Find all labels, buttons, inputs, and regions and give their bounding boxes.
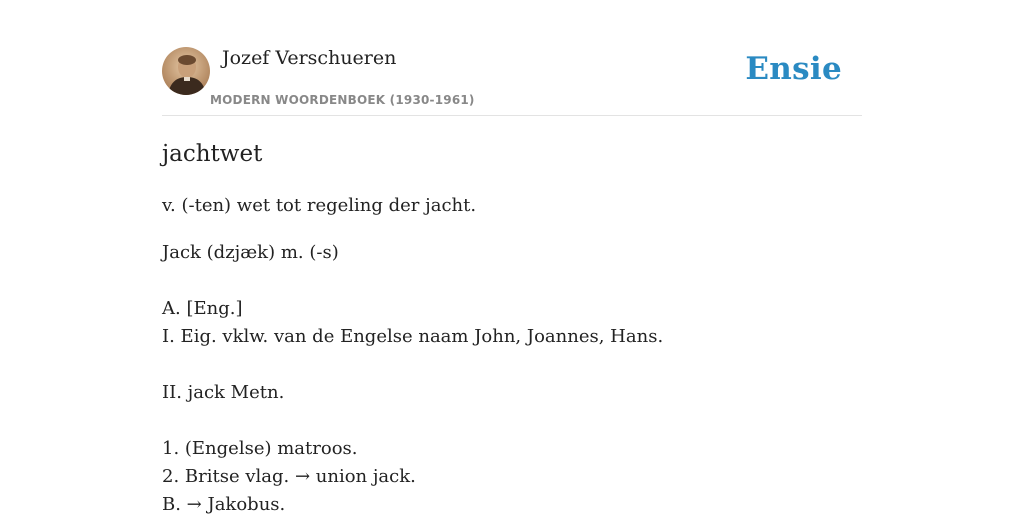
entry-blank-line	[162, 407, 663, 435]
entry-definition: v. (-ten) wet tot regeling der jacht.	[162, 195, 477, 216]
entry-line: Jack (dzjæk) m. (-s)	[162, 242, 339, 263]
entry-line: B. → Jakobus.	[162, 494, 286, 515]
entry-line: II. jack Metn.	[162, 382, 285, 403]
entry-line: 2. Britse vlag. → union jack.	[162, 466, 416, 487]
portrait-icon	[162, 47, 210, 95]
author-name-link[interactable]: Jozef Verschueren	[222, 47, 397, 69]
entry-blank-line	[162, 351, 663, 379]
entry-line: A. [Eng.]	[162, 298, 243, 319]
entry-body	[162, 192, 663, 519]
entry-line: I. Eig. vklw. van de Engelse naam John, Joannes, Hans.	[162, 326, 664, 347]
page	[162, 0, 862, 116]
entry-line: 1. (Engelse) matroos.	[162, 438, 358, 459]
ensie-logo[interactable]: Ensie	[745, 51, 842, 87]
entry-blank-line	[162, 267, 663, 295]
entry-header	[162, 46, 862, 116]
author-avatar[interactable]	[162, 47, 210, 95]
entry-title: jachtwet	[162, 141, 263, 167]
source-dictionary-label[interactable]: MODERN WOORDENBOEK (1930-1961)	[210, 93, 475, 107]
